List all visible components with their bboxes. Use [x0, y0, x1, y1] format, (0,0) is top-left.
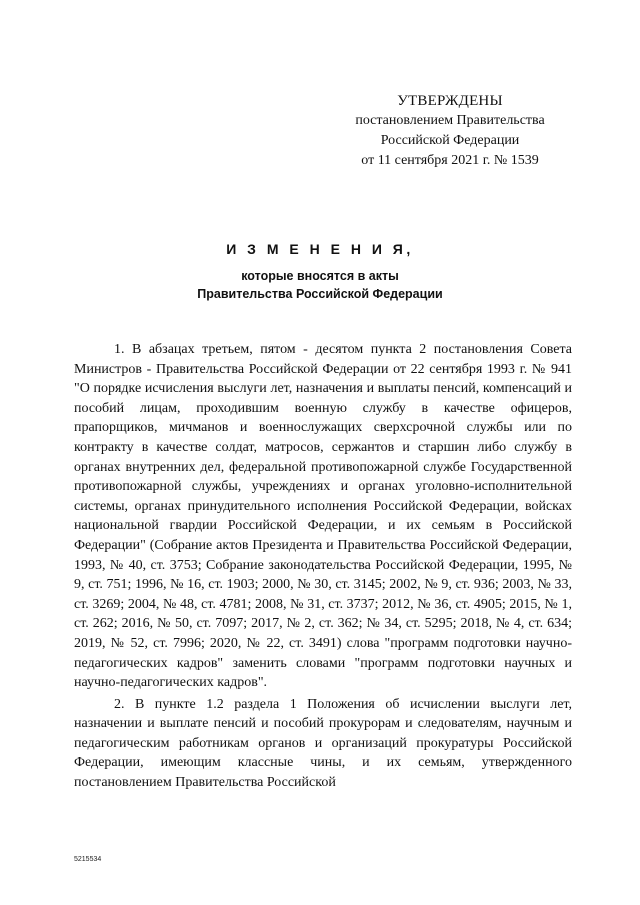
document-subtitle-line2: Правительства Российской Федерации: [197, 287, 443, 301]
approval-date-number: от 11 сентября 2021 г. № 1539: [361, 153, 539, 168]
paragraph-2: 2. В пункте 1.2 раздела 1 Положения об исчислении выслуги лет, назначении и выплате пенсий и пособий прокурорам и следователям, научным и педагогическим работникам органов и организаций прокуратуры Российской Федерации, имеющим классные чины, и их семьям, утвержденного постановлением Правительства Российской: [74, 696, 572, 791]
document-body: [74, 340, 572, 793]
approval-stamp: [330, 91, 570, 171]
document-subtitle-line1: которые вносятся в акты: [241, 269, 399, 283]
paragraph-1: 1. В абзацах третьем, пятом - десятом пункта 2 постановления Совета Министров - Правительства Российской Федерации от 22 сентября 1993 г. № 941 "О порядке исчисления выслуги лет, назначения и выплаты пенсий, компенсаций и пособий лицам, проходившим военную службу в качестве офицеров, прапорщиков, мичманов и военнослужащих сверхсрочной службы или по контракту в качестве солдат, матросов, сержантов и старшин либо службу в органах внутренних дел, федеральной противопожарной службе Государственной противопожарной службы, учреждениях и органах уголовно-исполнительной системы, органах принудительного исполнения Российской Федерации, войсках национальной гвардии Российской Федерации, и их семьям в Российской Федерации" (Собрание актов Президента и Правительства Российской Федерации, 1993, № 40, ст. 3753; Собрание законодательства Российской Федерации, 1995, № 9, ст. 751; 1996, № 16, ст. 1903; 2000, № 30, ст. 3145; 2002, № 9, ст. 936; 2003, № 33, ст. 3269; 2004, № 48, ст. 4781; 2008, № 31, ст. 3737; 2012, № 36, ст. 4905; 2015, № 1, ст. 262; 2016, № 50, ст. 7097; 2017, № 2, ст. 362; № 34, ст. 5295; 2018, № 4, ст. 634; 2019, № 52, ст. 7996; 2020, № 22, ст. 3491) слова "программ подготовки научно-педагогических кадров" заменить словами "программ подготовки научных и научно-педагогических кадров".: [74, 342, 572, 691]
document-heading: [0, 240, 640, 303]
document-title: И З М Е Н Е Н И Я,: [226, 241, 414, 257]
approval-resolution: постановлением Правительства: [355, 113, 545, 128]
approval-heading: УТВЕРЖДЕНЫ: [397, 93, 503, 109]
document-code: 5215534: [74, 856, 102, 863]
approval-government: Российской Федерации: [380, 133, 520, 148]
